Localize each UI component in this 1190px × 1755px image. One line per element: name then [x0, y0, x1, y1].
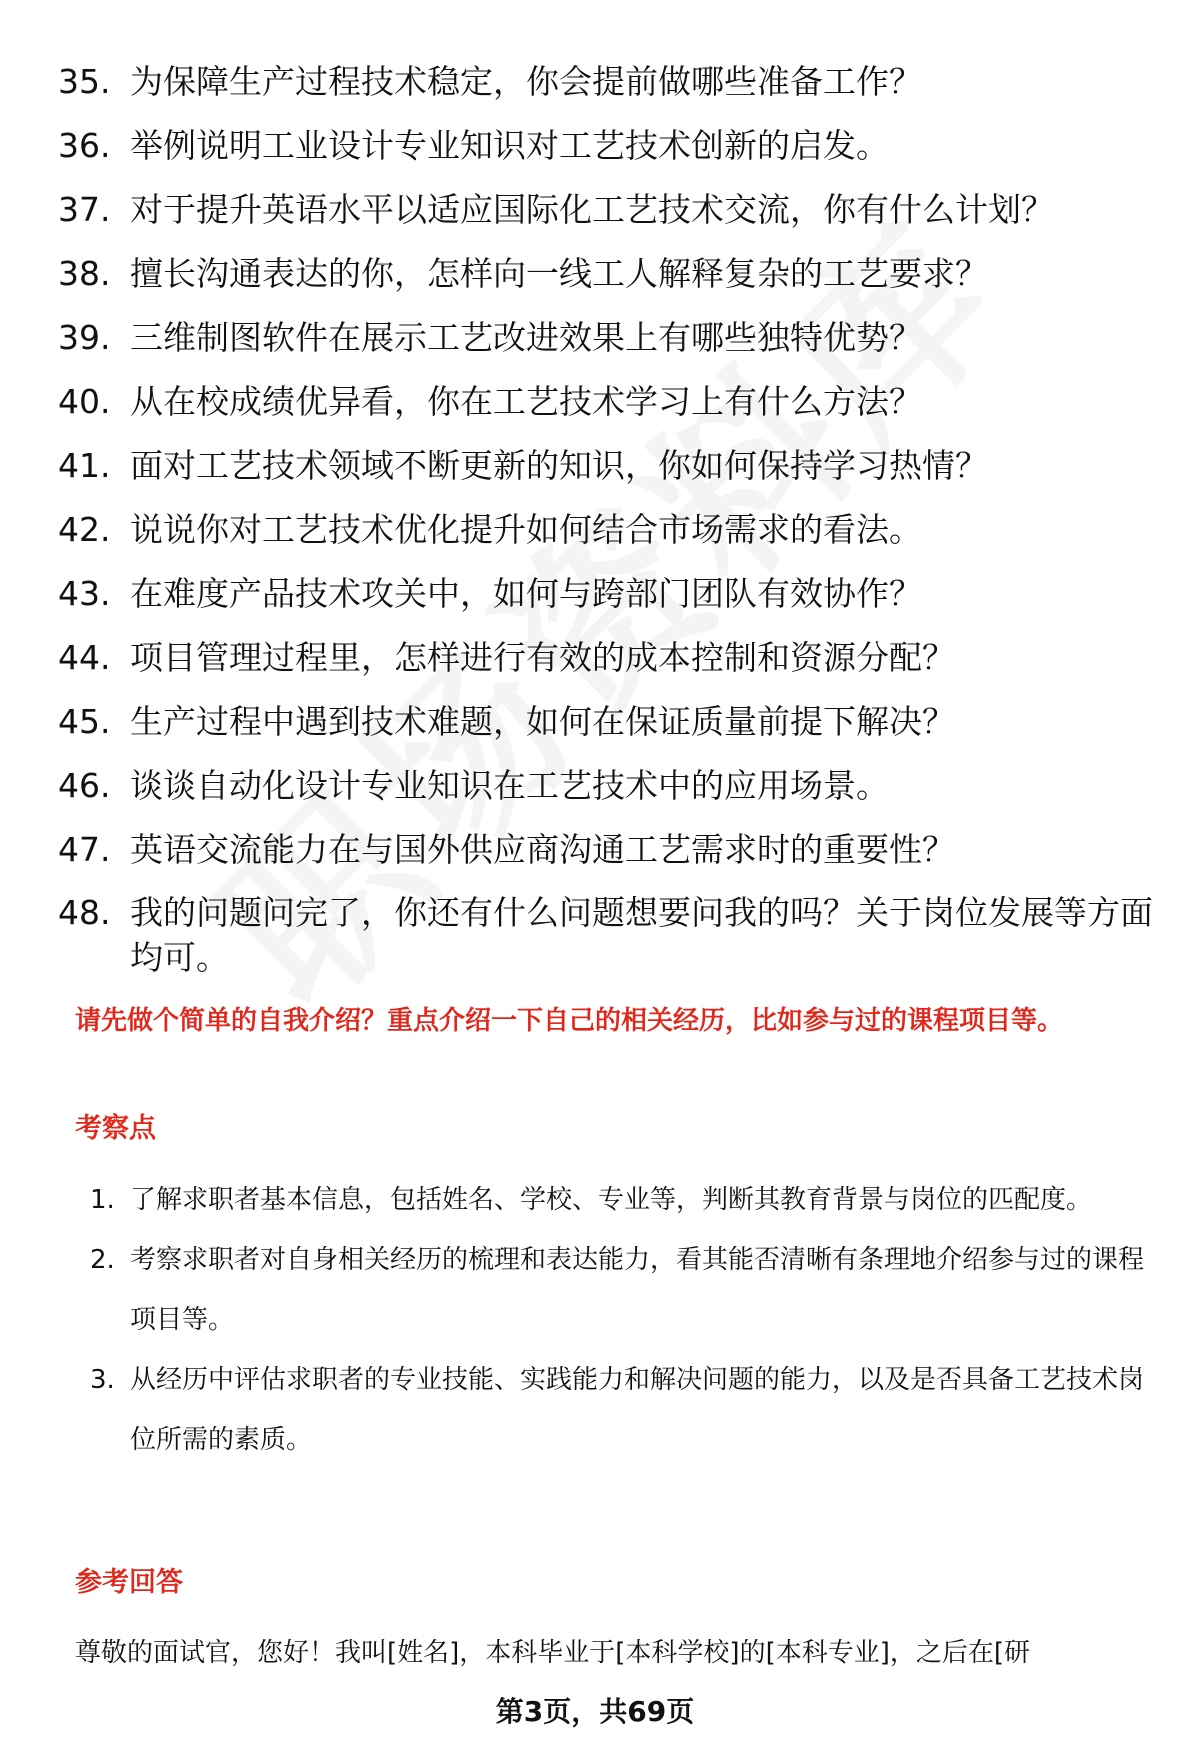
point-number: 3.: [90, 1365, 115, 1395]
list-item: [58, 498, 1168, 562]
question-number: 38.: [58, 254, 111, 293]
list-item: [58, 626, 1168, 690]
list-item: [58, 562, 1168, 626]
question-number: 44.: [58, 638, 111, 677]
question-number: 35.: [58, 62, 111, 101]
list-item: [58, 690, 1168, 754]
question-number: 36.: [58, 126, 111, 165]
question-text: 生产过程中遇到技术难题，如何在保证质量前提下解决？: [130, 702, 955, 741]
question-number: 42.: [58, 510, 111, 549]
question-text: 举例说明工业设计专业知识对工艺技术创新的启发。: [130, 126, 889, 165]
list-item: [58, 370, 1168, 434]
section-title-answer: 参考回答: [75, 1567, 183, 1598]
question-list: [58, 50, 1168, 984]
question-number: 39.: [58, 318, 111, 357]
point-text: 从经历中评估求职者的专业技能、实践能力和解决问题的能力，以及是否具备工艺技术岗位所需的素质。: [130, 1365, 1145, 1455]
point-number: 1.: [90, 1185, 115, 1215]
question-text: 三维制图软件在展示工艺改进效果上有哪些独特优势？: [130, 318, 922, 357]
page-footer: 第3页，共69页: [495, 1695, 695, 1728]
question-number: 48.: [58, 893, 111, 932]
question-text: 对于提升英语水平以适应国际化工艺技术交流，你有什么计划？: [130, 190, 1054, 229]
section-title-examine: 考察点: [75, 1113, 156, 1144]
question-number: 40.: [58, 382, 111, 421]
list-item: [58, 178, 1168, 242]
question-text: 为保障生产过程技术稳定，你会提前做哪些准备工作？: [130, 62, 922, 101]
examine-points: [90, 1170, 1160, 1470]
question-text: 项目管理过程里，怎样进行有效的成本控制和资源分配？: [130, 638, 955, 677]
question-number: 46.: [58, 766, 111, 805]
list-item: [58, 434, 1168, 498]
highlight-question: 请先做个简单的自我介绍？重点介绍一下自己的相关经历，比如参与过的课程项目等。: [75, 1006, 1064, 1036]
question-text: 英语交流能力在与国外供应商沟通工艺需求时的重要性？: [130, 830, 955, 869]
question-number: 41.: [58, 446, 111, 485]
question-number: 45.: [58, 702, 111, 741]
list-item: [90, 1350, 1160, 1470]
question-text: 说说你对工艺技术优化提升如何结合市场需求的看法。: [130, 510, 922, 549]
question-number: 43.: [58, 574, 111, 613]
point-number: 2.: [90, 1245, 115, 1275]
list-item: [58, 882, 1168, 984]
question-text: 擅长沟通表达的你，怎样向一线工人解释复杂的工艺要求？: [130, 254, 988, 293]
list-item: [58, 818, 1168, 882]
question-text: 我的问题问完了，你还有什么问题想要问我的吗？关于岗位发展等方面均可。: [130, 893, 1153, 977]
list-item: [58, 114, 1168, 178]
list-item: [58, 754, 1168, 818]
question-number: 37.: [58, 190, 111, 229]
question-text: 在难度产品技术攻关中，如何与跨部门团队有效协作？: [130, 574, 922, 613]
list-item: [90, 1230, 1160, 1350]
answer-text: 尊敬的面试官，您好！我叫[姓名]，本科毕业于[本科学校]的[本科专业]，之后在[研: [75, 1638, 1031, 1668]
list-item: [58, 306, 1168, 370]
point-text: 考察求职者对自身相关经历的梳理和表达能力，看其能否清晰有条理地介绍参与过的课程项目等。: [130, 1245, 1145, 1335]
list-item: [90, 1170, 1160, 1230]
question-text: 面对工艺技术领域不断更新的知识，你如何保持学习热情？: [130, 446, 988, 485]
question-text: 从在校成绩优异看，你在工艺技术学习上有什么方法？: [130, 382, 922, 421]
question-text: 谈谈自动化设计专业知识在工艺技术中的应用场景。: [130, 766, 889, 805]
question-number: 47.: [58, 830, 111, 869]
list-item: [58, 50, 1168, 114]
list-item: [58, 242, 1168, 306]
point-text: 了解求职者基本信息，包括姓名、学校、专业等，判断其教育背景与岗位的匹配度。: [130, 1185, 1093, 1215]
